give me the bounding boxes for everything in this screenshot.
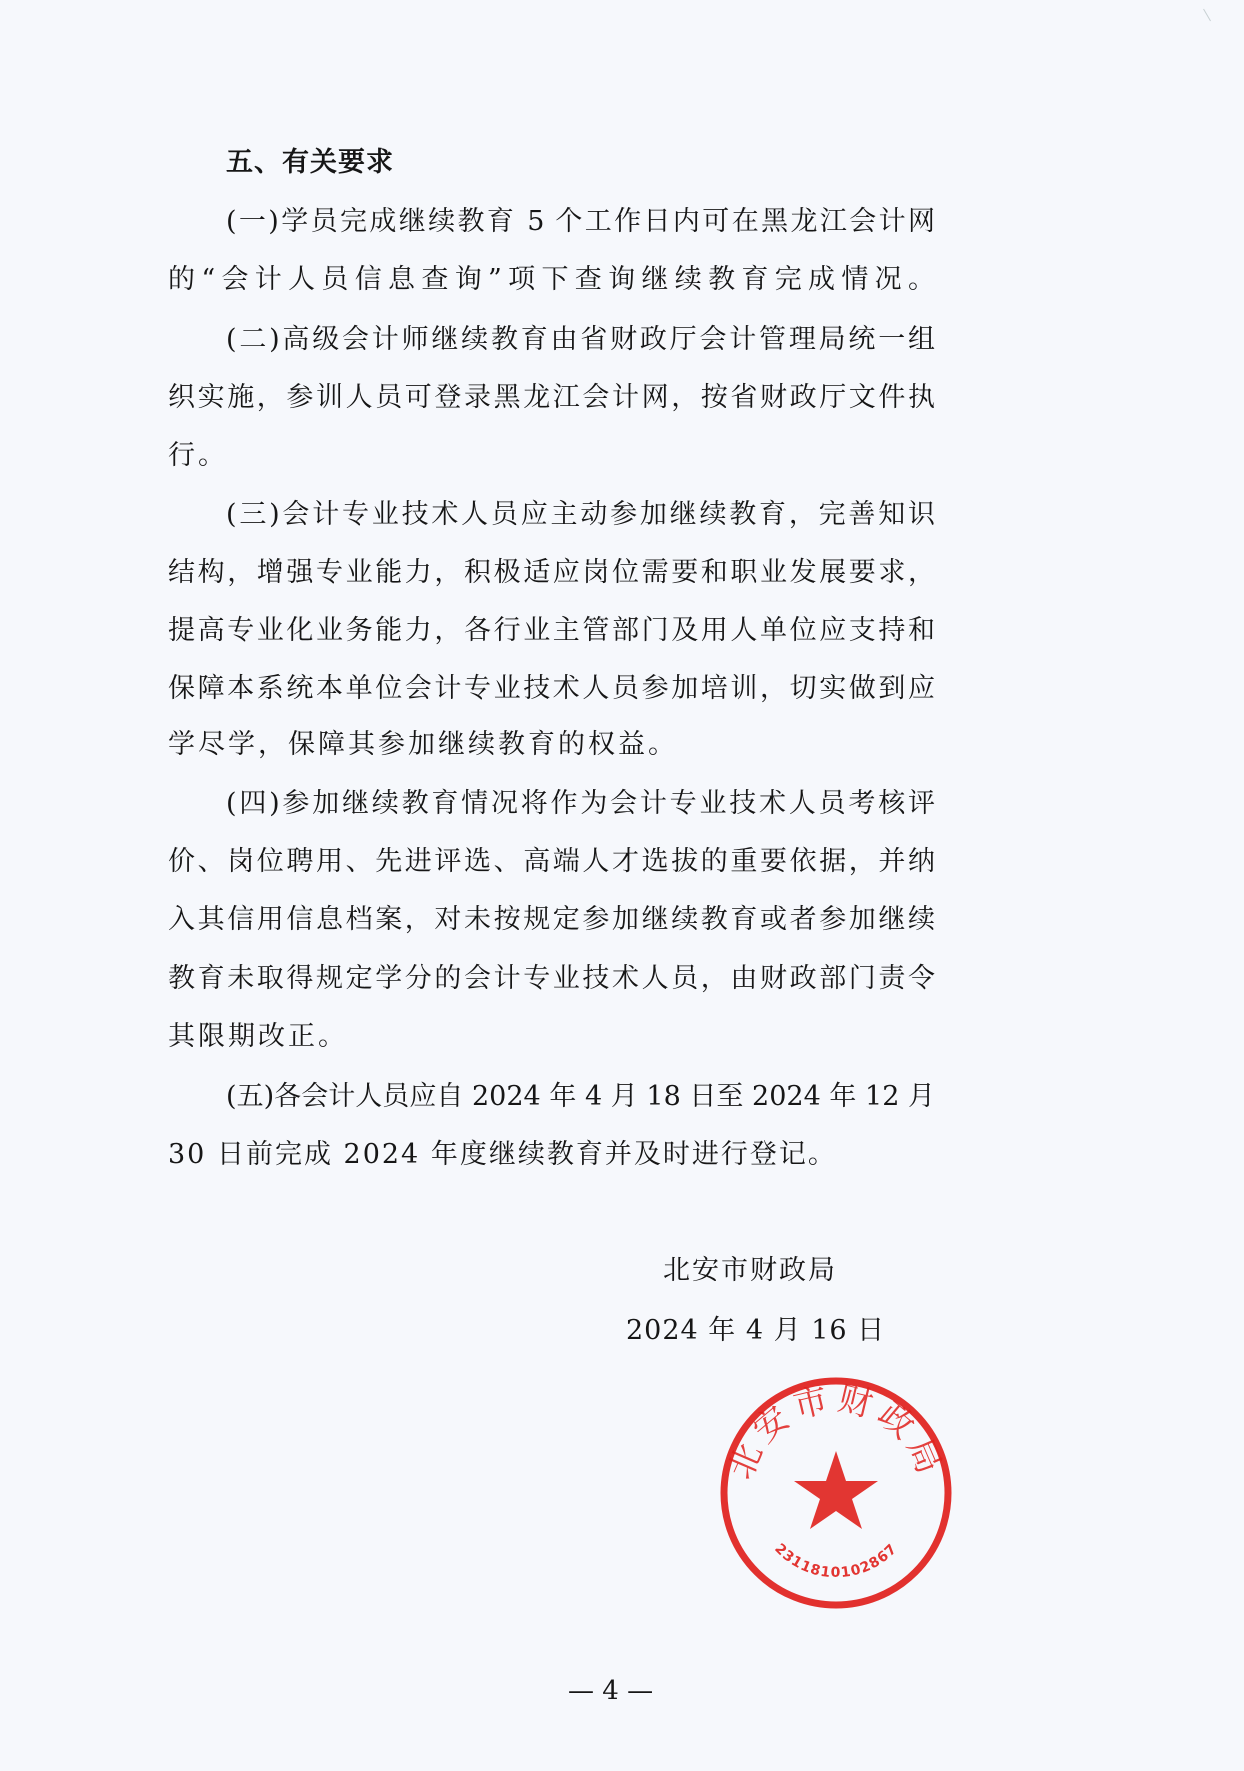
official-seal-stamp — [716, 1373, 956, 1613]
paragraph-line: (五)各会计人员应自 2024 年 4 月 18 日至 2024 年 12 月 — [226, 1081, 935, 1112]
paragraph-line: 行。 — [168, 440, 228, 471]
scan-mark — [1203, 5, 1218, 22]
paragraph-line: 学尽学，保障其参加继续教育的权益。 — [168, 729, 678, 760]
page-number: — 4 — — [568, 1676, 654, 1706]
paragraph-line: 保障本系统本单位会计专业技术人员参加培训，切实做到应 — [168, 673, 935, 704]
paragraph-line: (一)学员完成继续教育 5 个工作日内可在黑龙江会计网 — [226, 206, 935, 237]
paragraph-line: 结构，增强专业能力，积极适应岗位需要和职业发展要求， — [168, 557, 935, 588]
paragraph-line: 30 日前完成 2024 年度继续教育并及时进行登记。 — [168, 1139, 837, 1170]
paragraph-line: 的“会计人员信息查询”项下查询继续教育完成情况。 — [168, 264, 935, 295]
stamp-arc-text: 北安市财政局 — [720, 1378, 952, 1485]
paragraph-line: 织实施，参训人员可登录黑龙江会计网，按省财政厅文件执 — [168, 382, 935, 413]
paragraph-line: (三)会计专业技术人员应主动参加继续教育，完善知识 — [226, 499, 935, 530]
signature-organization: 北安市财政局 — [663, 1255, 837, 1286]
paragraph-line: 提高专业化业务能力，各行业主管部门及用人单位应支持和 — [168, 615, 935, 646]
section-heading: 五、有关要求 — [226, 147, 394, 178]
paragraph-line: 教育未取得规定学分的会计专业技术人员，由财政部门责令 — [168, 963, 935, 994]
signature-date: 2024 年 4 月 16 日 — [626, 1315, 886, 1346]
paragraph-line: 入其信用信息档案，对未按规定参加继续教育或者参加继续 — [168, 904, 935, 935]
paragraph-line: (二)高级会计师继续教育由省财政厅会计管理局统一组 — [226, 324, 935, 355]
paragraph-line: 其限期改正。 — [168, 1021, 348, 1052]
stamp-code: 2311810102867 — [771, 1540, 901, 1582]
star-icon — [794, 1451, 878, 1529]
paragraph-line: (四)参加继续教育情况将作为会计专业技术人员考核评 — [226, 788, 935, 819]
paragraph-line: 价、岗位聘用、先进评选、高端人才选拔的重要依据，并纳 — [168, 846, 935, 877]
